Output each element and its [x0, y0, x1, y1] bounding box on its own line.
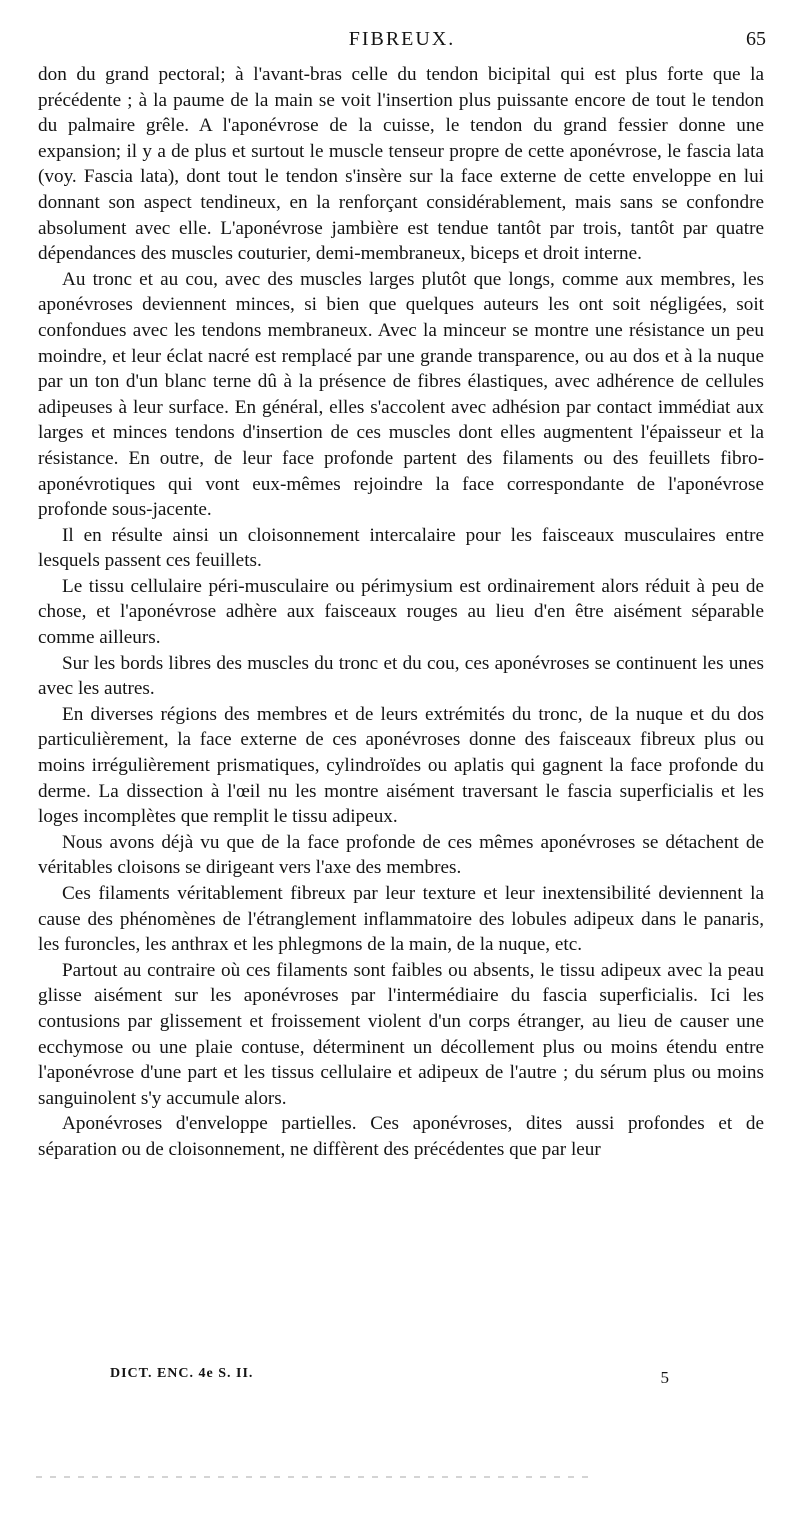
paragraph: Partout au contraire où ces filaments sont faibles ou absents, le tissu adipeux avec la peau glisse aisément sur les aponévroses par l'intermédiaire du fascia superficialis. Ici les contusions par glissement et froissement violent d'un corps étranger, au lieu de causer une ecchymose ou une plaie contuse, déterminent un décollement plus ou moins étendu entre l'aponévrose d'une part et les tissus cellulaire et adipeux de l'autre ; du sérum plus ou moins sanguinolent s'y accumule alors. — [38, 959, 764, 1109]
paragraph: Ces filaments véritablement fibreux par leur texture et leur inextensibilité deviennent la cause des phénomènes de l'étranglement inflammatoire des lobules adipeux dans le panaris, les furoncles, les anthrax et les phlegmons de la main, de la nuque, etc. — [38, 883, 764, 956]
show-through-line — [36, 1476, 596, 1478]
paragraph: Nous avons déjà vu que de la face profonde de ces mêmes aponévroses se détachent de véritables cloisons se dirigeant vers l'axe des membres. — [38, 831, 764, 879]
printer-signature: DICT. ENC. 4e S. II. — [110, 1366, 254, 1381]
paragraph: En diverses régions des membres et de leurs extrémités du tronc, de la nuque et du dos particulièrement, la face externe de ces aponévroses donne des faisceaux fibreux plus ou moins irrégulièrement prismatiques, cylindroïdes ou aplatis qui gagnent la face profonde du derme. La dissection à l'œil nu les montre aisément traversant le fascia superficialis et les loges incomplètes que remplit le tissu adipeux. — [38, 703, 764, 828]
paragraph: Sur les bords libres des muscles du tronc et du cou, ces aponévroses se continuent les unes avec les autres. — [38, 652, 764, 700]
page-number: 65 — [746, 28, 766, 50]
body-text — [38, 62, 764, 1163]
sheet-number: 5 — [660, 1368, 670, 1387]
page-footer — [110, 1366, 670, 1390]
paragraph: Aponévroses d'enveloppe partielles. Ces aponévroses, dites aussi profondes et de séparation ou de cloisonnement, ne diffèrent des précédentes que par leur — [38, 1113, 764, 1160]
paragraph: Il en résulte ainsi un cloisonnement intercalaire pour les faisceaux musculaires entre lesquels passent ces feuillets. — [38, 524, 764, 572]
paragraph: don du grand pectoral; à l'avant-bras celle du tendon bicipital qui est plus forte que la précédente ; à la paume de la main se voit l'insertion plus puissante encore de tout le tendon du palmaire grêle. A l'aponévrose de la cuisse, le tendon du grand fessier donne une expansion; il y a de plus et surtout le muscle tenseur propre de cette aponévrose, le fascia lata (voy. Fascia lata), dont tout le tendon s'insère sur la face externe de cette enveloppe en lui donnant son aspect tendineux, en la renforçant considérablement, mais sans se confondre absolument avec elle. L'aponévrose jambière est tendue tantôt par trois, tantôt par quatre dépendances des muscles couturier, demi-membraneux, biceps et droit interne. — [38, 64, 764, 265]
page-header — [38, 28, 766, 56]
paragraph: Le tissu cellulaire péri-musculaire ou périmysium est ordinairement alors réduit à peu de chose, et l'aponévrose adhère aux faisceaux rouges au lieu d'en être aisément séparable comme ailleurs. — [38, 575, 764, 649]
running-title: FIBREUX. — [348, 28, 456, 50]
paragraph: Au tronc et au cou, avec des muscles larges plutôt que longs, comme aux membres, les aponévroses deviennent minces, si bien que quelques auteurs les ont soit négligées, soit confondues avec les tendons membraneux. Avec la minceur se montre une résistance un peu moindre, et leur éclat nacré est remplacé par une grande transparence, ou au dos et à la nuque par un ton d'un blanc terne dû à la présence de fibres élastiques, avec adhérence de cellules adipeuses à leur surface. En général, elles s'accolent avec adhésion par contact immédiat aux larges et minces tendons d'insertion de ces muscles dont elles augmentent l'épaisseur et la résistance. En outre, de leur face profonde partent des filaments ou des feuillets fibro-aponévrotiques qui vont eux-mêmes rejoindre la face correspondante de l'aponévrose profonde sous-jacente. — [38, 268, 764, 521]
